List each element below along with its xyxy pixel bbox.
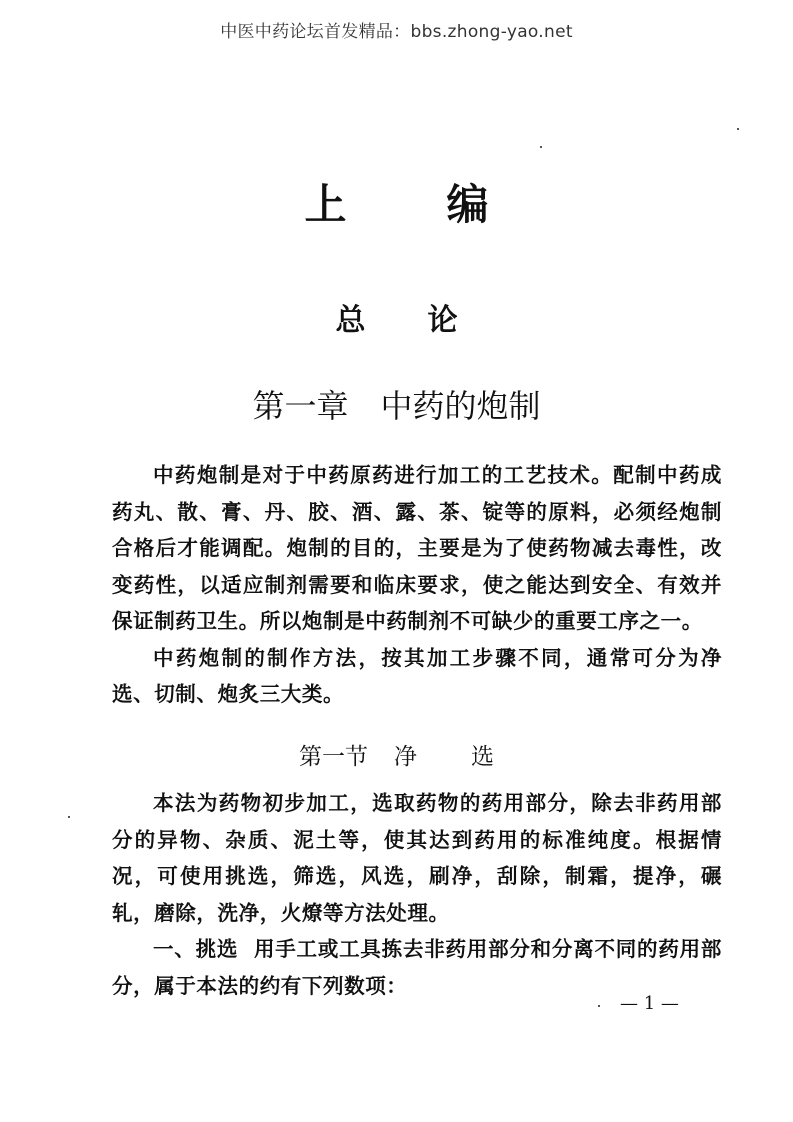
paragraph-2: 中药炮制的制作方法，按其加工步骤不同，通常可分为净选、切制、炮炙三大类。 [112, 645, 722, 706]
scan-speck [68, 816, 70, 818]
section-name-char-2: 选 [471, 744, 494, 770]
chapter-title [0, 381, 793, 427]
scan-speck [737, 128, 739, 130]
section-text [112, 785, 722, 1004]
item-heading: 一、挑选 [153, 937, 239, 961]
chapter-number: 第一章 [252, 387, 349, 425]
header-watermark: 中医中药论坛首发精品：bbs.zhong-yao.net [220, 22, 573, 42]
paragraph-1: 中药炮制是对于中药原药进行加工的工艺技术。配制中药成药丸、散、膏、丹、胶、酒、露、茶、锭等的原料，必须经炮制合格后才能调配。炮制的目的，主要是为了使药物减去毒性，改变药性，以适应制剂需要和临床要求，使之能达到安全、有效并保证制药卫生。所以炮制是中药制剂不可缺少的重要工序之一。 [112, 463, 722, 633]
part-title-char-2: 编 [446, 180, 489, 229]
item-body: 用手工或工具拣去非药用部分和分离不同的药用部分，属于本法的约有下列数项： [112, 937, 722, 998]
part-title [0, 172, 793, 232]
section-name-char-1: 净 [394, 744, 417, 770]
scan-speck [540, 146, 542, 148]
paragraph-3: 本法为药物初步加工，选取药物的药用部分，除去非药用部分的异物、杂质、泥土等，使其达到药用的标准纯度。根据情况，可使用挑选，筛选，风选，刷净，刮除，制霜，提净，碾轧，磨除，洗净，火燎等方法处理。 [112, 791, 722, 925]
scan-speck [598, 1005, 600, 1007]
page-number: — 1 — [620, 993, 679, 1014]
general-title-char-1: 总 [335, 303, 366, 338]
section-number: 第一节 [299, 744, 368, 770]
general-title-char-2: 论 [427, 303, 458, 338]
general-title [0, 295, 793, 339]
chapter-name: 中药的炮制 [380, 387, 541, 425]
intro-text [112, 457, 722, 713]
part-title-char-1: 上 [304, 180, 347, 229]
section-title [0, 738, 793, 771]
